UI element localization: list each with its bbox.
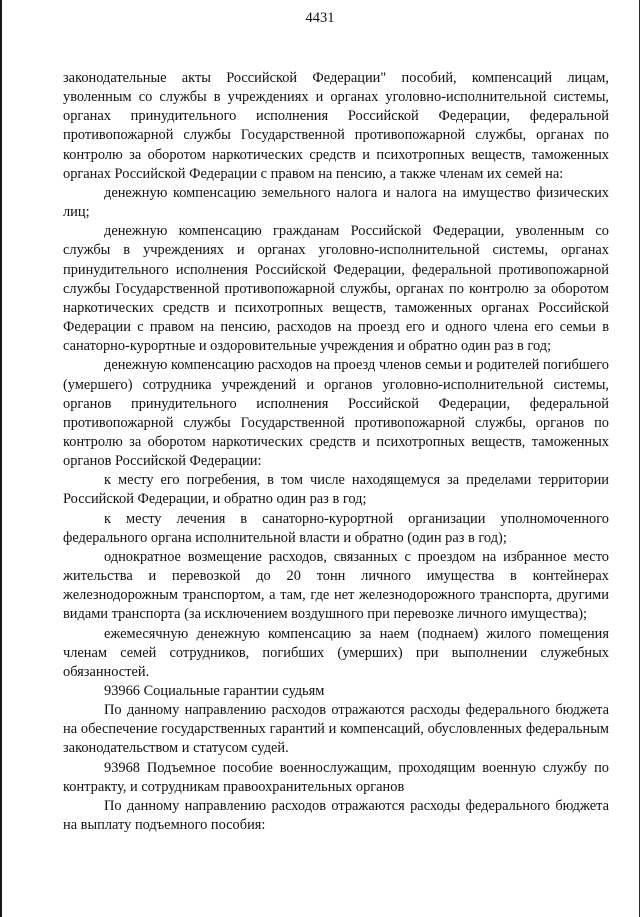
section-heading-93966: 93966 Социальные гарантии судьям (104, 683, 325, 699)
paragraph-burial-place-travel: к месту его погребения, в том числе находящемуся за пределами территории Российской Федерации, и обратно один раз в год; (63, 472, 609, 508)
paragraph-travel-compensation: денежную компенсацию гражданам Российской Федерации, уволенным со службы в учреждениях и органах уголовно-исполнительной системы, органах принудительного исполнения Российской Федерации, федеральной противопожарной службы Государственной противопожарной службы, органах по контролю за оборотом наркотических средств и психотропных веществ, таможенных органах Российской Федерации с правом на пенсию, расходов на проезд его и одного члена его семьи в санаторно-курортные и оздоровительные учреждения и обратно один раз в год; (63, 223, 609, 355)
paragraph-relocation-reimbursement: однократное возмещение расходов, связанных с проездом на избранное место жительства и перевозкой до 20 тонн личного имущества в контейнерах железнодорожным транспортом, а там, где нет железнодорожного транспорта, другими видами транспорта (за исключением воздушного при перевозке личного имущества); (63, 548, 609, 623)
page-number: 4431 (305, 10, 335, 26)
paragraph-lifting-allowance: По данному направлению расходов отражаются расходы федерального бюджета на выплату подъемного пособия: (63, 797, 609, 834)
paragraph-land-tax-compensation: денежную компенсацию земельного налога и налога на имущество физических лиц; (63, 184, 609, 221)
scan-edge-left (0, 0, 2, 917)
paragraph-treatment-place-travel: к месту лечения в санаторно-курортной организации уполномоченного федерального органа исполнительной власти и обратно (один раз в год); (63, 510, 609, 546)
paragraph-judges-guarantees: По данному направлению расходов отражаются расходы федерального бюджета на обеспечение государственных гарантий и компенсаций, обусловленных федеральным законодательством и статусом судей. (63, 702, 609, 757)
paragraph-housing-rent-compensation: ежемесячную денежную компенсацию за наем (поднаем) жилого помещения членам семей сотрудников, погибших (умерших) при выполнении служебных обязанностей. (63, 625, 609, 680)
section-heading-93968: 93968 Подъемное пособие военнослужащим, проходящим военную службу по контракту, и сотрудникам правоохранительных органов (63, 759, 609, 795)
paragraph-family-travel-compensation: денежную компенсацию расходов на проезд членов семьи и родителей погибшего (умершего) сотрудника учреждений и органов уголовно-исполнительной системы, органов принудительного исполнения Российской Федерации, федеральной противопожарной службы Государственной противопожарной службы, органов по контролю за оборотом наркотических средств и психотропных веществ, таможенных органов Российской Федерации: (63, 357, 609, 470)
document-body (63, 69, 609, 835)
paragraph-intro-continuation: законодательные акты Российской Федерации" пособий, компенсаций лицам, уволенным со службы в учреждениях и органах уголовно-исполнительной системы, органах принудительного исполнения Российской Федерации, федеральной противопожарной службы Государственной противопожарной службы, органах по контролю за оборотом наркотических средств и психотропных веществ, таможенных органах Российской Федерации с правом на пенсию, а также членам их семей на: (63, 70, 609, 182)
